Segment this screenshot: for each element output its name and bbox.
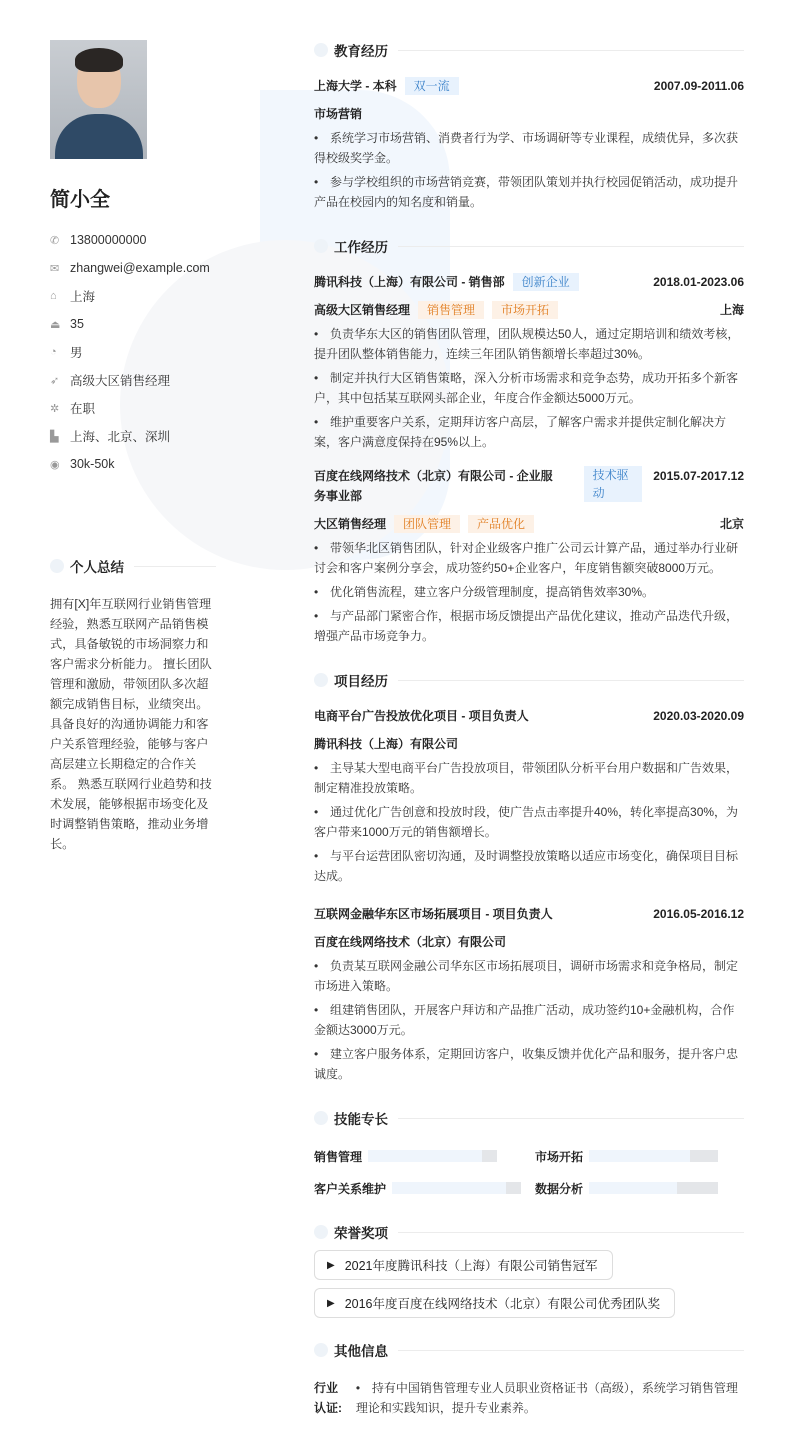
info-item: [50, 366, 216, 394]
bullet-item: • 负责某互联网金融公司华东区市场拓展项目，调研市场需求和竞争格局，制定市场进入策略。: [314, 956, 744, 996]
skill-name: 数据分析: [535, 1181, 584, 1196]
bullet-item: • 建立客户服务体系，定期回访客户，收集反馈并优化产品和服务，提升客户忠诚度。: [314, 1044, 744, 1084]
role-title: 大区销售经理: [314, 517, 387, 531]
bullet-item: • 系统学习市场营销、消费者行为学、市场调研等专业课程，成绩优异，多次获得校级奖学金。: [314, 128, 744, 168]
location: 北京: [719, 517, 744, 531]
info-item: [50, 338, 216, 366]
role-line: [314, 514, 744, 534]
company-badge: 创新企业: [513, 273, 579, 291]
project-company: 腾讯科技（上海）有限公司: [314, 737, 459, 751]
role-title: 高级大区销售经理: [314, 303, 411, 317]
summary-text: 拥有[X]年互联网行业销售管理经验，熟悉互联网产品销售模式，具备敏锐的市场洞察力和客户需求分析能力。 擅长团队管理和激励，带领团队多次超额完成销售目标，业绩突出。 具备良好的沟通协调能力和客户关系管理经验，能够与客户高层建立长期稳定的合作关系。 熟悉互联网行业趋势和技术发展，能够根据市场变化及时调整销售策略，推动业务增长。: [50, 597, 212, 851]
phone-icon: ✆: [50, 234, 60, 247]
section-header-other: [314, 1340, 744, 1360]
skill-bar: [589, 1150, 718, 1162]
expand-triangle-icon[interactable]: ▶: [327, 1259, 335, 1271]
section-icon: [50, 559, 64, 573]
role: [314, 514, 534, 534]
bullet-list: [314, 324, 744, 452]
info-item: [50, 422, 216, 450]
divider: [398, 1118, 744, 1119]
bullet-list: [314, 538, 744, 646]
bullet-item: • 持有中国销售管理专业人员职业资格证书（高级），系统学习销售管理理论和实践知识，提升专业素养。: [356, 1378, 744, 1418]
info-text: 30k-50k: [70, 457, 115, 471]
divider: [398, 50, 744, 51]
divider: [398, 246, 744, 247]
bullet-item: • 与平台运营团队密切沟通，及时调整投放策略以适应市场变化，确保项目目标达成。: [314, 846, 744, 886]
info-item: [50, 310, 216, 338]
skill-item: [535, 1146, 744, 1166]
section-icon: [314, 239, 328, 253]
skill-bar-fill: [392, 1182, 506, 1194]
bullet-item: • 带领华北区销售团队，针对企业级客户推广公司云计算产品，通过举办行业研讨会和客户案例分享会，成功签约50+企业客户，年度销售额突破8000万元。: [314, 538, 744, 578]
divider: [398, 680, 744, 681]
company-name-text: 腾讯科技（上海）有限公司 - 销售部: [314, 275, 505, 289]
project-header: [314, 706, 744, 726]
bullet-item: • 优化销售流程，建立客户分级管理制度，提高销售效率30%。: [314, 582, 744, 602]
award-item[interactable]: [314, 1250, 613, 1280]
info-item: [50, 450, 216, 478]
info-text: 男: [70, 346, 83, 360]
date-range: 2007.09-2011.06: [653, 79, 744, 93]
sidebar: [50, 40, 216, 854]
skill-name: 客户关系维护: [314, 1181, 387, 1196]
project-name: 电商平台广告投放优化项目 - 项目负责人: [314, 709, 529, 723]
info-text: 35: [70, 317, 84, 331]
date-range: 2018.01-2023.06: [653, 275, 744, 289]
skill-bar: [368, 1150, 497, 1162]
section-title: 项目经历: [334, 674, 388, 689]
bullet-list: [314, 758, 744, 886]
section-header-awards: [314, 1222, 744, 1242]
skill-tag: 团队管理: [394, 515, 460, 533]
section-header-skills: [314, 1108, 744, 1128]
project-header: [314, 904, 744, 924]
award-wrap: [314, 1280, 744, 1318]
skill-item: [314, 1178, 535, 1198]
date-range: 2020.03-2020.09: [653, 709, 744, 723]
divider: [398, 1232, 744, 1233]
home-icon: ⌂: [50, 290, 57, 302]
gender-icon: ◔: [50, 346, 57, 358]
section-title: 个人总结: [70, 560, 124, 575]
bullet-list: [356, 1378, 744, 1418]
skill-bar-fill: [589, 1182, 677, 1194]
section-title: 教育经历: [334, 44, 388, 59]
info-item: [50, 282, 216, 310]
section-icon: [314, 1343, 328, 1357]
section-title: 荣誉奖项: [334, 1226, 388, 1241]
date-range: 2015.07-2017.12: [653, 469, 744, 483]
job-header: [314, 466, 744, 506]
skill-tag: 市场开拓: [492, 301, 558, 319]
section-icon: [314, 1225, 328, 1239]
section-header-work: [314, 236, 744, 256]
skill-item: [314, 1146, 535, 1166]
info-text: 在职: [70, 402, 96, 416]
info-text: 上海、北京、深圳: [70, 430, 171, 444]
school-name: 上海大学 - 本科: [314, 79, 397, 93]
info-text: 高级大区销售经理: [70, 374, 171, 388]
section-header-education: [314, 40, 744, 60]
info-item: [50, 254, 216, 282]
other-info: [314, 1378, 744, 1418]
company-name: 百度在线网络技术（北京）有限公司 - 企业服务事业部: [314, 469, 553, 503]
section-title: 其他信息: [334, 1344, 388, 1359]
bullet-item: • 通过优化广告创意和投放时段，使广告点击率提升40%，转化率提高30%，为客户带来1000万元的销售额增长。: [314, 802, 744, 842]
skill-name: 市场开拓: [535, 1149, 584, 1164]
bullet-item: • 维护重要客户关系，定期拜访客户高层，了解客户需求并提供定制化解决方案，客户满意度保持在95%以上。: [314, 412, 744, 452]
candidate-name: 简小全: [50, 189, 110, 211]
job-header: [314, 272, 744, 292]
info-text: 13800000000: [70, 233, 147, 247]
section-title: 工作经历: [334, 240, 388, 255]
info-text: zhangwei@example.com: [70, 261, 210, 275]
info-item: [50, 394, 216, 422]
send-icon: ➶: [50, 374, 60, 387]
skill-bar: [589, 1182, 718, 1194]
building-icon: ▙: [50, 430, 59, 443]
section-icon: [314, 1111, 328, 1125]
bullet-list: [314, 956, 744, 1084]
role: [314, 300, 558, 320]
education-header: [314, 76, 744, 96]
section-icon: [314, 673, 328, 687]
school-line: [314, 76, 459, 96]
school-badge: 双一流: [405, 77, 459, 95]
skill-bar-fill: [368, 1150, 482, 1162]
bullet-item: • 参与学校组织的市场营销竞赛，带领团队策划并执行校园促销活动，成功提升产品在校园内的知名度和销量。: [314, 172, 744, 212]
skill-tag: 产品优化: [468, 515, 534, 533]
section-title: 技能专长: [334, 1112, 388, 1127]
company-name: [314, 272, 579, 292]
section-header-summary: [50, 556, 216, 576]
bullet-list: [314, 128, 744, 212]
bullet-item: • 与产品部门紧密合作，根据市场反馈提出产品优化建议，推动产品迭代升级，增强产品市场竞争力。: [314, 606, 744, 646]
award-text: 2021年度腾讯科技（上海）有限公司销售冠军: [344, 1259, 598, 1273]
salary-icon: ◉: [50, 458, 60, 471]
bullet-item: • 制定并执行大区销售策略，深入分析市场需求和竞争态势，成功开拓多个新客户，其中包括某互联网头部企业，年度合作金额达5000万元。: [314, 368, 744, 408]
award-text: 2016年度百度在线网络技术（北京）有限公司优秀团队奖: [344, 1297, 661, 1311]
skill-item: [535, 1178, 744, 1198]
company-badge: 技术驱动: [584, 466, 642, 502]
age-icon: ⏏: [50, 318, 61, 331]
skill-bar-fill: [589, 1150, 690, 1162]
skill-bar: [392, 1182, 521, 1194]
skill-name: 销售管理: [314, 1149, 363, 1164]
project-company: 百度在线网络技术（北京）有限公司: [314, 935, 507, 949]
date-range: 2016.05-2016.12: [653, 907, 744, 921]
location: 上海: [719, 303, 744, 317]
skill-tag: 销售管理: [418, 301, 484, 319]
profile-photo: [50, 40, 147, 159]
mail-icon: ✉: [50, 262, 60, 275]
award-wrap: [314, 1242, 744, 1280]
info-item: [50, 226, 216, 254]
status-icon: ✲: [50, 402, 60, 415]
role-line: [314, 300, 744, 320]
info-text: 上海: [70, 290, 96, 304]
bullet-item: • 组建销售团队，开展客户拜访和产品推广活动，成功签约10+金融机构，合作金额达3000万元。: [314, 1000, 744, 1040]
skills-grid: [314, 1146, 744, 1198]
divider: [398, 1350, 744, 1351]
other-label: 行业认证:: [314, 1381, 342, 1415]
project-name: 互联网金融华东区市场拓展项目 - 项目负责人: [314, 907, 553, 921]
bullet-item: • 主导某大型电商平台广告投放项目，带领团队分析平台用户数据和广告效果，制定精准投放策略。: [314, 758, 744, 798]
section-icon: [314, 43, 328, 57]
expand-triangle-icon[interactable]: ▶: [327, 1297, 335, 1309]
section-header-projects: [314, 670, 744, 690]
award-item[interactable]: [314, 1288, 675, 1318]
main-content: [314, 40, 744, 1418]
bullet-item: • 负责华东大区的销售团队管理，团队规模达50人，通过定期培训和绩效考核，提升团队整体销售能力，连续三年团队销售额增长率超过30%。: [314, 324, 744, 364]
major: 市场营销: [314, 107, 363, 121]
contact-info: [50, 226, 216, 478]
